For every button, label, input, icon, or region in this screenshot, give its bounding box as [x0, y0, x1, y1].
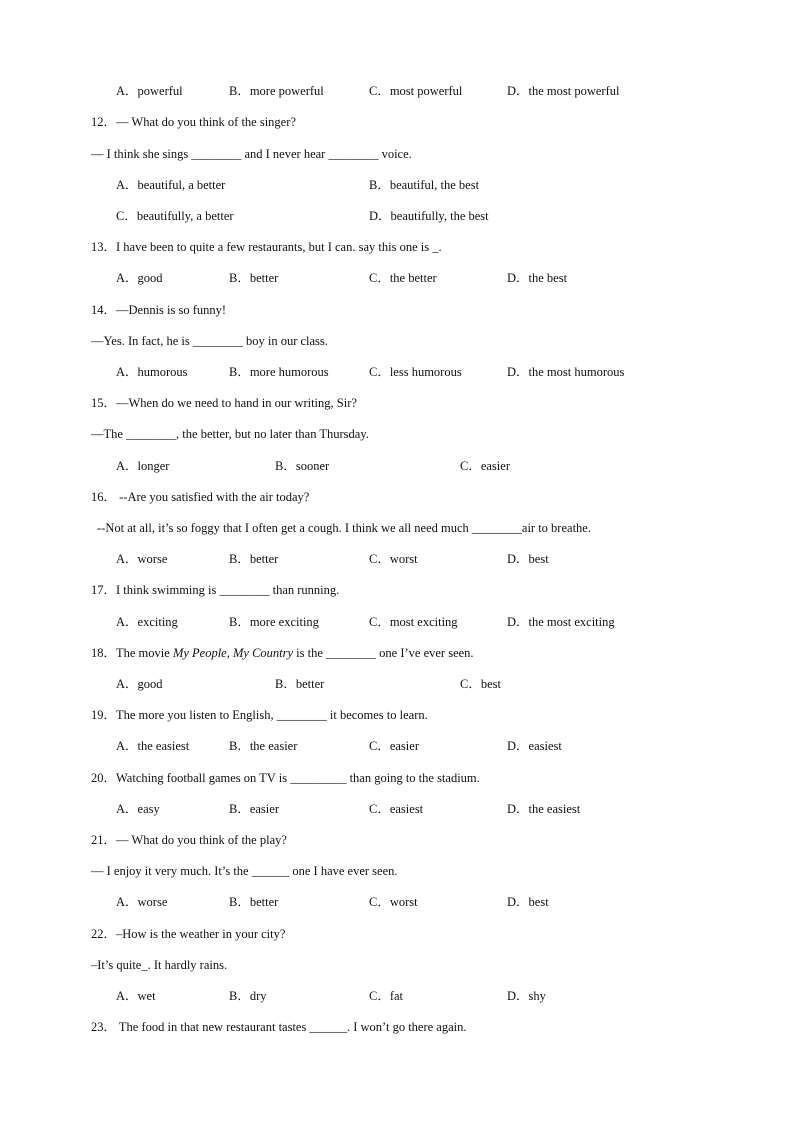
option-a: A．wet — [116, 989, 156, 1003]
option-d: D．the most humorous — [507, 365, 625, 379]
option-c: C．easier — [460, 459, 510, 473]
option-c: C．less humorous — [369, 365, 462, 379]
option-a: A．humorous — [116, 365, 188, 379]
question-stem: 19．The more you listen to English, ________ it becomes to learn. — [91, 708, 428, 722]
option-c: C．beautifully, a better — [116, 209, 234, 223]
question-stem: 22．–How is the weather in your city? — [91, 927, 286, 941]
option-c: C．most exciting — [369, 615, 458, 629]
question-stem: 21．— What do you think of the play? — [91, 833, 287, 847]
movie-title: My People, My Country — [172, 646, 294, 660]
option-a: A．worse — [116, 552, 168, 566]
option-b: B．better — [229, 271, 279, 285]
option-c: C．easiest — [369, 802, 424, 816]
question-stem — [91, 645, 474, 661]
question-stem: 13．I have been to quite a few restaurants, but I can. say this one is _. — [91, 240, 442, 254]
option-b: B．more humorous — [229, 365, 329, 379]
option-d: D．best — [507, 552, 549, 566]
option-d: D．beautifully, the best — [369, 209, 489, 223]
option-a: A．powerful — [116, 84, 183, 98]
option-a: A．beautiful, a better — [116, 178, 226, 192]
question-stem: 23． The food in that new restaurant tastes ______. I won’t go there again. — [91, 1020, 467, 1034]
option-a: A．worse — [116, 895, 168, 909]
option-b: B．easier — [229, 802, 279, 816]
option-c: C．worst — [369, 895, 418, 909]
option-b: B．dry — [229, 989, 267, 1003]
question-stem: 16． --Are you satisfied with the air today? — [91, 490, 310, 504]
question-dialogue-line: —Yes. In fact, he is ________ boy in our class. — [91, 334, 328, 348]
question-stem: 20．Watching football games on TV is _________ than going to the stadium. — [91, 771, 480, 785]
option-a: A．easy — [116, 802, 160, 816]
question-stem: 12．— What do you think of the singer? — [91, 115, 296, 129]
option-b: B．more powerful — [229, 84, 324, 98]
stem-prefix: 18．The movie — [91, 646, 173, 660]
question-dialogue-line: --Not at all, it’s so foggy that I often get a cough. I think we all need much ________air to breathe. — [97, 521, 591, 535]
question-stem: 15．—When do we need to hand in our writing, Sir? — [91, 396, 357, 410]
option-c: C．worst — [369, 552, 418, 566]
question-dialogue-line: — I enjoy it very much. It’s the ______ one I have ever seen. — [91, 864, 398, 878]
question-stem: 17．I think swimming is ________ than running. — [91, 583, 340, 597]
option-a: A．exciting — [116, 615, 178, 629]
option-b: B．more exciting — [229, 615, 319, 629]
option-a: A．longer — [116, 459, 170, 473]
option-d: D．the easiest — [507, 802, 581, 816]
option-c: C．easier — [369, 739, 419, 753]
option-a: A．good — [116, 677, 163, 691]
question-dialogue-line: –It’s quite_. It hardly rains. — [91, 958, 228, 972]
option-a: A．the easiest — [116, 739, 190, 753]
option-c: C．fat — [369, 989, 404, 1003]
option-b: B．better — [275, 677, 325, 691]
option-c: C．the better — [369, 271, 437, 285]
option-b: B．better — [229, 552, 279, 566]
option-d: D．best — [507, 895, 549, 909]
option-d: D．easiest — [507, 739, 562, 753]
option-b: B．the easier — [229, 739, 298, 753]
option-b: B．better — [229, 895, 279, 909]
option-a: A．good — [116, 271, 163, 285]
question-dialogue-line: — I think she sings ________ and I never hear ________ voice. — [91, 147, 412, 161]
option-d: D．the best — [507, 271, 568, 285]
option-d: D．the most powerful — [507, 84, 620, 98]
question-stem: 14．—Dennis is so funny! — [91, 303, 227, 317]
option-d: D．shy — [507, 989, 546, 1003]
option-c: C．most powerful — [369, 84, 463, 98]
option-b: B．beautiful, the best — [369, 178, 480, 192]
option-b: B．sooner — [275, 459, 330, 473]
option-c: C．best — [460, 677, 501, 691]
option-d: D．the most exciting — [507, 615, 615, 629]
question-dialogue-line: —The ________, the better, but no later than Thursday. — [91, 427, 369, 441]
stem-suffix: is the ________ one I’ve ever seen. — [293, 646, 474, 660]
